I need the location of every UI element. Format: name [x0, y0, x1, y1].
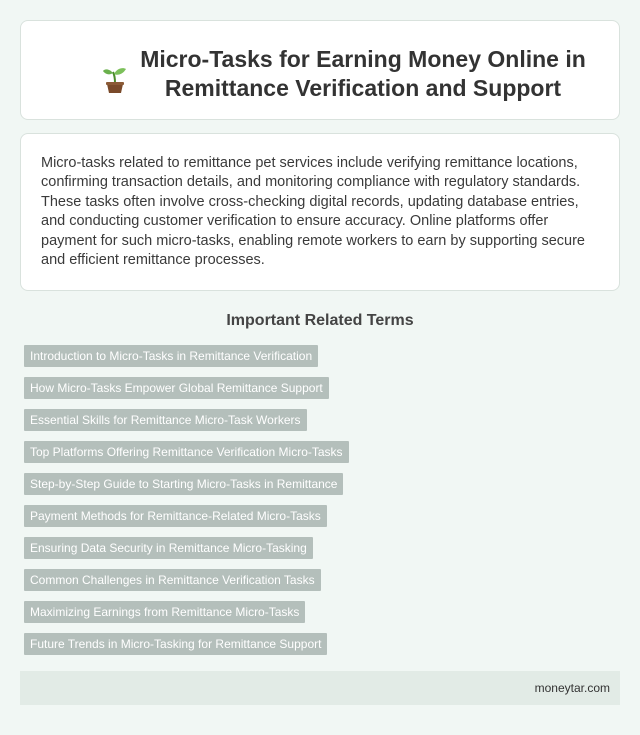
- related-term-link[interactable]: How Micro-Tasks Empower Global Remittance Support: [24, 377, 329, 399]
- related-term-link[interactable]: Maximizing Earnings from Remittance Micro-Tasks: [24, 601, 305, 623]
- title-card: [20, 20, 620, 120]
- related-term-link[interactable]: Essential Skills for Remittance Micro-Task Workers: [24, 409, 307, 431]
- related-term-link[interactable]: Payment Methods for Remittance-Related Micro-Tasks: [24, 505, 327, 527]
- description-card: [20, 133, 620, 291]
- footer-site-link[interactable]: moneytar.com: [534, 681, 610, 695]
- related-term-link[interactable]: Future Trends in Micro-Tasking for Remittance Support: [24, 633, 327, 655]
- description-text: Micro-tasks related to remittance pet services include verifying remittance locations, confirming transaction details, and monitoring compliance with regulatory standards. These tasks often involve cross-checking digital records, updating database entries, and conducting customer verification to ensure accuracy. Online platforms offer payment for such micro-tasks, enabling remote workers to earn by supporting secure and efficient remittance processes.: [41, 155, 585, 269]
- related-terms-heading: Important Related Terms: [226, 312, 414, 329]
- related-term-link[interactable]: Top Platforms Offering Remittance Verification Micro-Tasks: [24, 441, 349, 463]
- related-term-link[interactable]: Step-by-Step Guide to Starting Micro-Tasks in Remittance: [24, 473, 343, 495]
- related-term-link[interactable]: Ensuring Data Security in Remittance Micro-Tasking: [24, 537, 313, 559]
- footer: [20, 671, 620, 705]
- sprout-icon: [101, 65, 129, 95]
- related-term-link[interactable]: Common Challenges in Remittance Verification Tasks: [24, 569, 321, 591]
- page-title: Micro-Tasks for Earning Money Online in Remittance Verification and Support: [140, 46, 586, 101]
- related-term-link[interactable]: Introduction to Micro-Tasks in Remittance Verification: [24, 345, 318, 367]
- related-terms-list: [24, 345, 349, 665]
